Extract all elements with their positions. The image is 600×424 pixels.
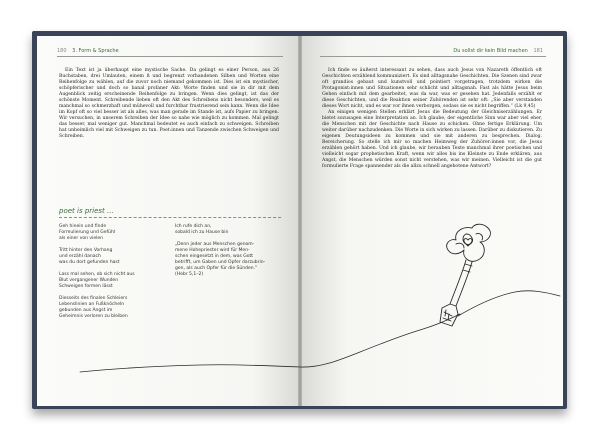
right-page-header [453, 48, 543, 54]
poem-line: Diesseits des finalen Schleiers [59, 296, 128, 301]
quote-line: mene Hohepriester wird für Men- [175, 248, 250, 253]
poem-line: und erzähl danach [59, 254, 101, 259]
poem-line: was du dort gefunden hast [59, 260, 120, 265]
right-chapter-title: Du sollst dir kein Bild machen [453, 48, 528, 54]
poem-line: als einer von vielen [59, 236, 103, 241]
poem-stanza [59, 296, 169, 320]
left-chapter-title: 3. Form & Sprache [72, 48, 119, 54]
poem-line: Lass mal sehen, ob sich nicht aus [59, 272, 135, 277]
book-gutter [298, 36, 302, 406]
bible-quote [175, 242, 281, 278]
poem-line: Schweigen formen lässt [59, 284, 113, 289]
right-paragraph: An einigen wenigen Stellen erklärt Jesus die Bedeutung der Gleichniserzählungen. Er bietet sozusagen eine Interpretation an. Ich glaube, der eigentliche Sinn war aber viel eher, die Menschen mit der Geschichte nach Hause zu schicken. Ohne fertige Erklärung. Um weiter darüber nachzudenken. Die Worte in sich wirken zu lassen. Darüber zu diskutieren. Zu eigenen Deutungsideen zu kommen und sie mit anderen zu besprechen. Dialog. Bereicherung. So stelle ich mir so machen Heimweg der Zuhörer:innen vor, die Jesus erzählen gehört haben. Und ich glaube, wir berauben Texte manchmal ihrer poetischen und vielleicht sogar prophetischen Kraft, wenn wir alles bis ins Kleinste zu Ende erklären, aus Angst, die Menschen würden sonst nicht verstehen, was wir meinen. Vielleicht ist die gut formulierte Frage spannender als die allzu schnell angebotene Antwort? [322, 110, 542, 169]
right-body-text [322, 68, 542, 170]
poem-stanza [59, 272, 169, 290]
poem-title: poet is priest ... [59, 207, 114, 215]
poem-line: Tritt hinter den Vorhang [59, 248, 113, 253]
poem-stanza [59, 224, 169, 242]
poem-line: sobald ich zu Hause bin [175, 230, 229, 235]
poem-line: Formulierung und Gefühl [59, 230, 116, 235]
poem-line: Ich rufe dich an, [175, 224, 212, 229]
right-page-number: 181 [533, 48, 543, 54]
quote-line: schen eingesetzt in dem, was Gott [175, 254, 254, 259]
poem-line: Lebenslinien an Fußknöcheln [59, 302, 125, 307]
quote-line: gen, als auch Opfer für die Sünden.“ [175, 266, 258, 271]
right-page [300, 36, 563, 406]
quote-line: „Denn jeder aus Menschen genom- [175, 242, 255, 247]
poem-column-1 [59, 224, 169, 326]
poem-line: Geh hinein und finde [59, 224, 107, 229]
left-header-rule [57, 56, 283, 57]
poem-line: Blut vergangener Wunden [59, 278, 119, 283]
left-page-number: 180 [57, 48, 67, 54]
poem-stanza [59, 248, 169, 266]
right-paragraph: Ich finde es äußerst interessant zu sehen, dass auch Jesus von Nazareth öffentlich oft Geschichten erzählend kommuniziert. Es sind alltagsnahe Geschichten. Die Szenen sind zwar oft grandios gebaut und kunstvoll und pointiert vorgetragen, trotzdem wirken die Protagonist:innen und Situationen sehr schlicht und alltagsnah. Fast als hätte Jesus beim Gehen einfach mit dem gearbeitet, was da war, was er gesehen hat. Jedenfalls erzählt er diese Geschichten, und die Reaktion seiner Zuhörenden ist sehr oft: „Sie aber verstanden dieses Wort nicht, und es war vor ihnen verborgen, sodass sie es nicht begriffen.“ (Lk 9,45) [322, 68, 542, 109]
left-page-header [57, 48, 119, 54]
left-page [37, 36, 300, 406]
poem-line: gebunden aus Angst im [59, 308, 113, 313]
poem-column-2 [175, 224, 281, 284]
quote-reference: (Hebr 5,1–2) [175, 272, 204, 277]
left-paragraph: Ein Text ist ja überhaupt eine mystische Sache. Da gelingt es einer Person, aus 26 Buchstaben, drei Umlauten, einem ß und begrenzt vorhandenen Silben und Worten eine Reihenfolge zu wählen, auf die zuvor noch niemand gekommen ist. Dies ist ein mystischer, schöpferischer und doch so banal profaner Akt: Worte finden und sie in dir mit dem Augenblick zeitig erscheinende Reihenfolge zu bringen. Wenn dies gelingt, ist das der schönste Moment. Schreibende lieben oft den Akt des Schreibens nicht besonders, weil es manchmal so schmerzhaft und mühevoll und furchtbar frustrierend sein kann. Wenn die Idee im Kopf oft so viel besser ist als alles, was man gerade im Stande ist, aufs Papier zu bringen. Wir versuchen, in unserem Schreiben der Idee so nahe wie möglich zu kommen. Mal gelingt das besser, mal weniger gut. Manchmal bedeutet es auch einfach zu schweigen. Schreiben hat unheimlich viel mit Schweigen zu tun. Poet:innen und Tanzende zwischen Schweigen und Schreiben. [59, 68, 279, 139]
poem-line: Geheimnis verloren zu bleiben [59, 314, 128, 319]
poem-stanza [175, 224, 281, 236]
left-body-text [59, 68, 279, 140]
right-header-rule [320, 56, 546, 57]
poem-divider [59, 217, 281, 218]
quote-line: betrifft, um Gaben und Opfer darzubrin- [175, 260, 266, 265]
